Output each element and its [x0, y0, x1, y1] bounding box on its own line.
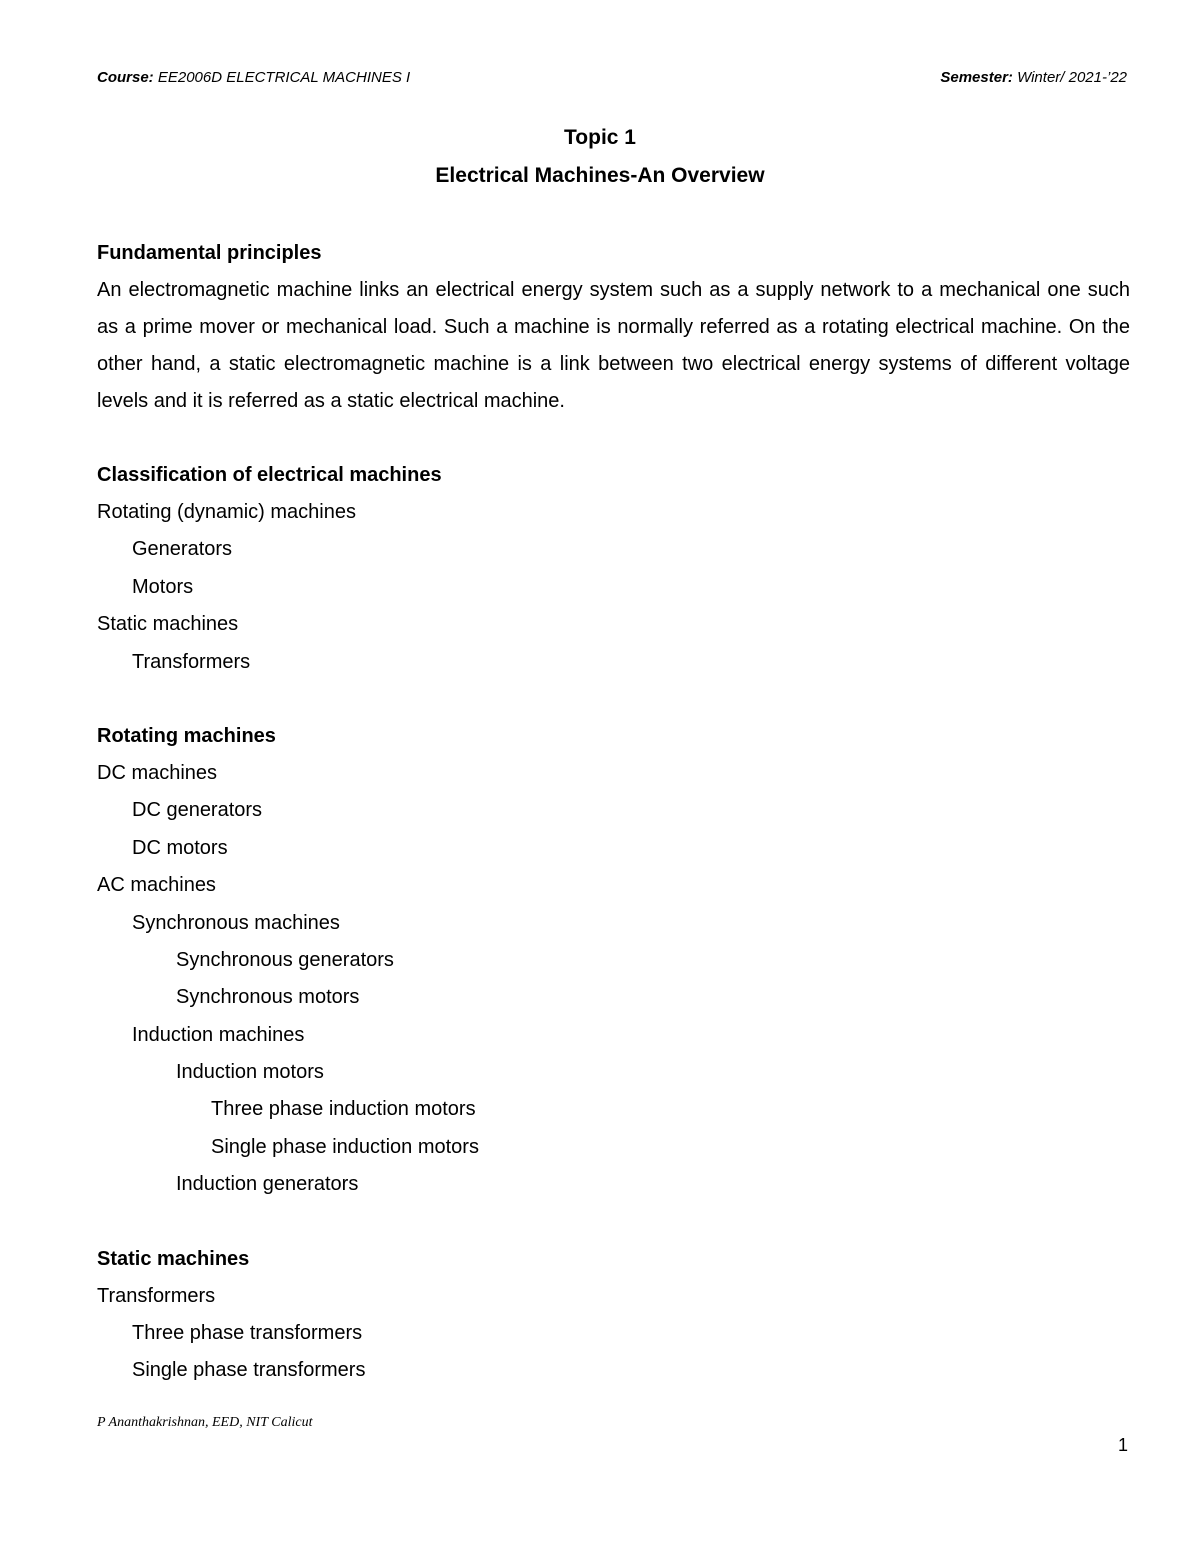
static-heading: Static machines	[97, 1247, 250, 1270]
document-body	[97, 235, 1130, 1390]
list-item: Induction machines	[132, 1023, 305, 1046]
list-item: Single phase transformers	[132, 1359, 366, 1382]
list-item: Transformers	[132, 650, 251, 673]
topic-title: Topic 1	[564, 126, 636, 149]
list-item: Motors	[132, 575, 194, 598]
course-info	[97, 68, 410, 88]
fundamentals-heading: Fundamental principles	[97, 242, 322, 264]
list-item: Static machines	[97, 613, 239, 636]
classification-heading: Classification of electrical machines	[97, 464, 442, 486]
footer-author: P Ananthakrishnan, EED, NIT Calicut	[97, 1415, 313, 1430]
title-block	[0, 124, 1200, 200]
list-item: Synchronous motors	[176, 986, 360, 1009]
list-item: Synchronous machines	[132, 911, 340, 934]
semester-value: Winter/ 2021-’22	[1017, 69, 1127, 86]
fundamentals-paragraph: An electromagnetic machine links an electrical energy system such as a supply network to a mechanical one such as a prime mover or mechanical load. Such a machine is normally referred as a rotating electrical machine. On the other hand, a static electromagnetic machine is a link between two electrical energy systems of different voltage levels and it is referred as a static electrical machine.	[97, 279, 1130, 412]
document-subtitle: Electrical Machines-An Overview	[435, 164, 765, 187]
section-spacer	[97, 681, 1130, 718]
page-header	[97, 68, 1127, 88]
list-item: Rotating (dynamic) machines	[97, 501, 356, 523]
semester-info	[940, 68, 1127, 88]
list-item: Single phase induction motors	[211, 1135, 479, 1158]
list-item: DC machines	[97, 761, 218, 784]
list-item: Generators	[132, 538, 233, 561]
page-number: 1	[1118, 1435, 1129, 1455]
course-value: EE2006D ELECTRICAL MACHINES I	[157, 69, 411, 86]
list-item: DC generators	[132, 799, 263, 822]
list-item: AC machines	[97, 874, 216, 897]
section-spacer	[97, 1204, 1130, 1241]
rotating-heading: Rotating machines	[97, 724, 276, 747]
list-item: Induction generators	[176, 1173, 359, 1196]
list-item: Induction motors	[176, 1061, 324, 1084]
list-item: Three phase induction motors	[211, 1098, 476, 1121]
course-label: Course:	[97, 69, 154, 86]
list-item: DC motors	[132, 836, 228, 859]
list-item: Three phase transformers	[132, 1322, 363, 1345]
semester-label: Semester:	[940, 69, 1013, 86]
list-item: Synchronous generators	[176, 948, 394, 971]
section-spacer	[97, 420, 1130, 457]
list-item: Transformers	[97, 1284, 216, 1307]
